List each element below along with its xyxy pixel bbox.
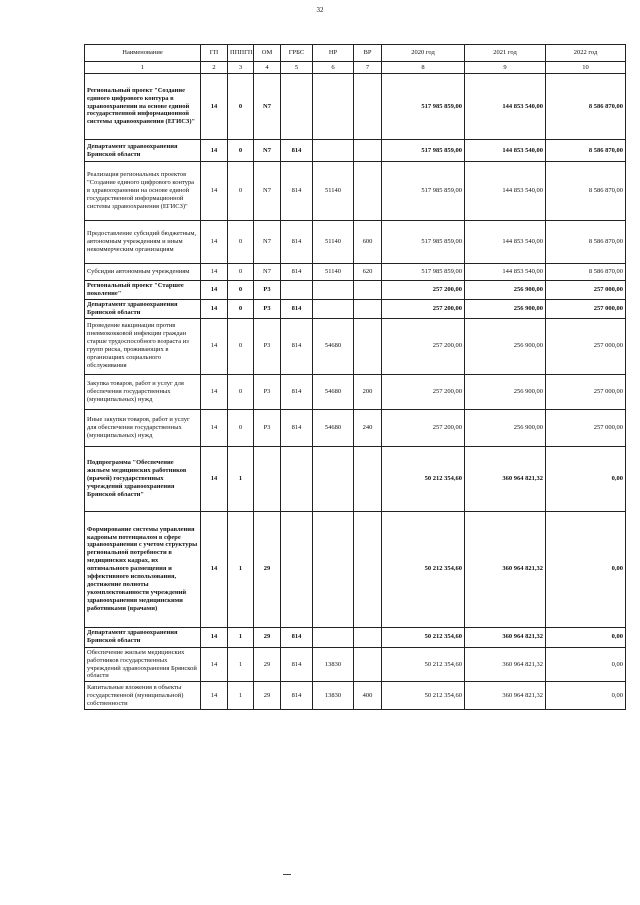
- row-amount-2021: 256 900,00: [465, 374, 546, 409]
- row-gp: 14: [201, 511, 228, 627]
- table-body: [85, 74, 626, 710]
- row-amount-2020: 50 212 354,60: [382, 511, 465, 627]
- row-amount-2020: 517 985 859,00: [382, 74, 465, 140]
- row-vr: [354, 162, 382, 221]
- row-om: 29: [254, 647, 281, 682]
- table-row: [85, 264, 626, 281]
- row-amount-2021: 144 853 540,00: [465, 264, 546, 281]
- row-amount-2020: 517 985 859,00: [382, 162, 465, 221]
- row-amount-2020: 50 212 354,60: [382, 682, 465, 710]
- table-row: [85, 446, 626, 511]
- row-gp: 14: [201, 74, 228, 140]
- row-ppgp: 0: [228, 318, 254, 374]
- row-gp: 14: [201, 409, 228, 446]
- row-gp: 14: [201, 318, 228, 374]
- row-amount-2021: 256 900,00: [465, 281, 546, 300]
- row-nr: [313, 627, 354, 647]
- row-om: P3: [254, 318, 281, 374]
- row-vr: [354, 74, 382, 140]
- footer-dash: [283, 874, 291, 875]
- row-gp: 14: [201, 140, 228, 162]
- row-name: Капитальные вложения в объекты государственной (муниципальной) собственности: [85, 682, 201, 710]
- row-grbs: 814: [281, 162, 313, 221]
- row-amount-2022: 0,00: [546, 627, 626, 647]
- row-amount-2020: 257 200,00: [382, 299, 465, 318]
- row-grbs: 814: [281, 264, 313, 281]
- table-row: [85, 318, 626, 374]
- row-grbs: 814: [281, 374, 313, 409]
- row-vr: [354, 647, 382, 682]
- header-2021: 2021 год: [465, 45, 546, 62]
- row-vr: 600: [354, 221, 382, 264]
- row-nr: [313, 299, 354, 318]
- row-gp: 14: [201, 682, 228, 710]
- row-amount-2021: 256 900,00: [465, 299, 546, 318]
- row-amount-2021: 360 964 821,32: [465, 446, 546, 511]
- header-ppgp: ПППГП: [228, 45, 254, 62]
- row-gp: 14: [201, 299, 228, 318]
- row-nr: 51140: [313, 221, 354, 264]
- row-om: P3: [254, 281, 281, 300]
- row-nr: [313, 140, 354, 162]
- row-grbs: [281, 281, 313, 300]
- row-amount-2022: 257 000,00: [546, 299, 626, 318]
- row-name: Департамент здравоохранения Брянской области: [85, 140, 201, 162]
- row-vr: 400: [354, 682, 382, 710]
- table-row: [85, 162, 626, 221]
- row-ppgp: 0: [228, 409, 254, 446]
- header-gp: ГП: [201, 45, 228, 62]
- table-row: [85, 647, 626, 682]
- table-row: [85, 281, 626, 300]
- row-gp: 14: [201, 446, 228, 511]
- row-amount-2021: 144 853 540,00: [465, 74, 546, 140]
- row-amount-2021: 360 964 821,32: [465, 627, 546, 647]
- row-nr: [313, 74, 354, 140]
- table-row: [85, 627, 626, 647]
- row-om: N7: [254, 74, 281, 140]
- row-om: N7: [254, 264, 281, 281]
- column-index: 9: [465, 62, 546, 74]
- row-ppgp: 0: [228, 264, 254, 281]
- row-grbs: 814: [281, 299, 313, 318]
- row-om: P3: [254, 299, 281, 318]
- row-grbs: 814: [281, 682, 313, 710]
- row-grbs: 814: [281, 221, 313, 264]
- row-ppgp: 0: [228, 140, 254, 162]
- row-ppgp: 0: [228, 299, 254, 318]
- row-ppgp: 0: [228, 162, 254, 221]
- row-amount-2021: 360 964 821,32: [465, 511, 546, 627]
- column-index: 1: [85, 62, 201, 74]
- header-2022: 2022 год: [546, 45, 626, 62]
- row-name: Формирование системы управления кадровым потенциалом в сфере здравоохранения с учетом структуры региональной потребности в медицинских кадрах, их оптимального размещения и эффективного использования, достижение полноты укомплектованности учреждений здравоохранения медицинскими работниками (врачами): [85, 511, 201, 627]
- row-om: N7: [254, 162, 281, 221]
- row-om: P3: [254, 409, 281, 446]
- table-row: [85, 74, 626, 140]
- column-index: 4: [254, 62, 281, 74]
- row-nr: [313, 446, 354, 511]
- row-vr: 620: [354, 264, 382, 281]
- row-gp: 14: [201, 281, 228, 300]
- column-index: 5: [281, 62, 313, 74]
- row-amount-2021: 360 964 821,32: [465, 647, 546, 682]
- row-nr: 51140: [313, 162, 354, 221]
- row-ppgp: 1: [228, 647, 254, 682]
- row-ppgp: 0: [228, 374, 254, 409]
- row-nr: [313, 511, 354, 627]
- row-amount-2022: 8 586 870,00: [546, 74, 626, 140]
- row-name: Предоставление субсидий бюджетным, автономным учреждениям и иным некоммерческим организациям: [85, 221, 201, 264]
- row-gp: 14: [201, 264, 228, 281]
- row-gp: 14: [201, 374, 228, 409]
- row-name: Региональный проект "Старшее поколение": [85, 281, 201, 300]
- column-index: 6: [313, 62, 354, 74]
- row-nr: 51140: [313, 264, 354, 281]
- row-grbs: [281, 511, 313, 627]
- row-name: Субсидии автономным учреждениям: [85, 264, 201, 281]
- row-amount-2022: 8 586 870,00: [546, 140, 626, 162]
- column-index: 7: [354, 62, 382, 74]
- row-amount-2020: 50 212 354,60: [382, 627, 465, 647]
- row-vr: 200: [354, 374, 382, 409]
- row-amount-2020: 257 200,00: [382, 281, 465, 300]
- row-om: N7: [254, 140, 281, 162]
- row-vr: [354, 318, 382, 374]
- row-name: Иные закупки товаров, работ и услуг для обеспечения государственных (муниципальных) нужд: [85, 409, 201, 446]
- row-nr: 13830: [313, 682, 354, 710]
- row-name: Закупка товаров, работ и услуг для обеспечения государственных (муниципальных) нужд: [85, 374, 201, 409]
- row-name: Обеспечение жильем медицинских работников государственных учреждений здравоохранения Брянской области: [85, 647, 201, 682]
- table-row: [85, 221, 626, 264]
- header-vr: ВР: [354, 45, 382, 62]
- column-index: 2: [201, 62, 228, 74]
- row-amount-2020: 257 200,00: [382, 409, 465, 446]
- table-row: [85, 140, 626, 162]
- row-vr: [354, 281, 382, 300]
- row-amount-2021: 360 964 821,32: [465, 682, 546, 710]
- column-index: 10: [546, 62, 626, 74]
- row-ppgp: 1: [228, 446, 254, 511]
- table-row: [85, 409, 626, 446]
- table-row: [85, 299, 626, 318]
- table-row: [85, 511, 626, 627]
- row-gp: 14: [201, 627, 228, 647]
- row-vr: [354, 511, 382, 627]
- header-grbs: ГРБС: [281, 45, 313, 62]
- row-amount-2021: 256 900,00: [465, 409, 546, 446]
- row-amount-2022: 8 586 870,00: [546, 221, 626, 264]
- row-nr: [313, 281, 354, 300]
- row-amount-2022: 257 000,00: [546, 374, 626, 409]
- row-amount-2022: 0,00: [546, 647, 626, 682]
- row-vr: [354, 446, 382, 511]
- row-om: N7: [254, 221, 281, 264]
- row-ppgp: 0: [228, 74, 254, 140]
- row-amount-2022: 257 000,00: [546, 318, 626, 374]
- row-grbs: 814: [281, 140, 313, 162]
- row-amount-2022: 257 000,00: [546, 281, 626, 300]
- row-gp: 14: [201, 647, 228, 682]
- row-om: 29: [254, 511, 281, 627]
- row-amount-2022: 0,00: [546, 511, 626, 627]
- header-om: ОМ: [254, 45, 281, 62]
- row-name: Проведение вакцинации против пневмококковой инфекции граждан старше трудоспособного возраста из групп риска, проживающих в организациях социального обслуживания: [85, 318, 201, 374]
- row-amount-2022: 0,00: [546, 446, 626, 511]
- row-nr: 54680: [313, 318, 354, 374]
- row-grbs: [281, 74, 313, 140]
- column-index: 8: [382, 62, 465, 74]
- row-amount-2020: 517 985 859,00: [382, 221, 465, 264]
- row-amount-2020: 257 200,00: [382, 318, 465, 374]
- row-amount-2022: 8 586 870,00: [546, 162, 626, 221]
- row-gp: 14: [201, 221, 228, 264]
- row-grbs: 814: [281, 627, 313, 647]
- row-gp: 14: [201, 162, 228, 221]
- row-ppgp: 0: [228, 221, 254, 264]
- budget-table: [84, 44, 626, 710]
- row-vr: [354, 299, 382, 318]
- row-amount-2021: 144 853 540,00: [465, 221, 546, 264]
- header-2020: 2020 год: [382, 45, 465, 62]
- row-amount-2022: 8 586 870,00: [546, 264, 626, 281]
- column-index-row: [85, 62, 626, 74]
- row-name: Департамент здравоохранения Брянской области: [85, 299, 201, 318]
- table-row: [85, 374, 626, 409]
- row-name: Департамент здравоохранения Брянской области: [85, 627, 201, 647]
- table-row: [85, 682, 626, 710]
- header-name: Наименование: [85, 45, 201, 62]
- row-amount-2020: 517 985 859,00: [382, 140, 465, 162]
- row-amount-2021: 144 853 540,00: [465, 140, 546, 162]
- row-om: 29: [254, 627, 281, 647]
- row-vr: [354, 140, 382, 162]
- page-number: 32: [316, 6, 324, 14]
- row-grbs: 814: [281, 318, 313, 374]
- row-name: Региональный проект "Создание единого цифрового контура в здравоохранении на основе единой государственной информационной системы здравоохранения (ЕГИСЗ)": [85, 74, 201, 140]
- header-row: [85, 45, 626, 62]
- row-grbs: 814: [281, 409, 313, 446]
- row-amount-2021: 144 853 540,00: [465, 162, 546, 221]
- row-amount-2020: 517 985 859,00: [382, 264, 465, 281]
- row-om: 29: [254, 682, 281, 710]
- row-vr: [354, 627, 382, 647]
- row-name: Подпрограмма "Обеспечение жильем медицинских работников (врачей) государственных учреждений здравоохранения Брянской области": [85, 446, 201, 511]
- row-nr: 54680: [313, 374, 354, 409]
- column-index: 3: [228, 62, 254, 74]
- row-amount-2022: 0,00: [546, 682, 626, 710]
- row-ppgp: 0: [228, 281, 254, 300]
- row-amount-2021: 256 900,00: [465, 318, 546, 374]
- row-grbs: [281, 446, 313, 511]
- row-vr: 240: [354, 409, 382, 446]
- row-amount-2020: 257 200,00: [382, 374, 465, 409]
- row-ppgp: 1: [228, 511, 254, 627]
- row-grbs: 814: [281, 647, 313, 682]
- row-om: P3: [254, 374, 281, 409]
- row-name: Реализация региональных проектов "Создание единого цифрового контура в здравоохранении на основе единой государственной информационной системы здравоохранения (ЕГИСЗ)": [85, 162, 201, 221]
- row-ppgp: 1: [228, 627, 254, 647]
- row-om: [254, 446, 281, 511]
- row-amount-2020: 50 212 354,60: [382, 446, 465, 511]
- row-amount-2022: 257 000,00: [546, 409, 626, 446]
- row-amount-2020: 50 212 354,60: [382, 647, 465, 682]
- header-nr: НР: [313, 45, 354, 62]
- row-nr: 54680: [313, 409, 354, 446]
- row-ppgp: 1: [228, 682, 254, 710]
- row-nr: 13830: [313, 647, 354, 682]
